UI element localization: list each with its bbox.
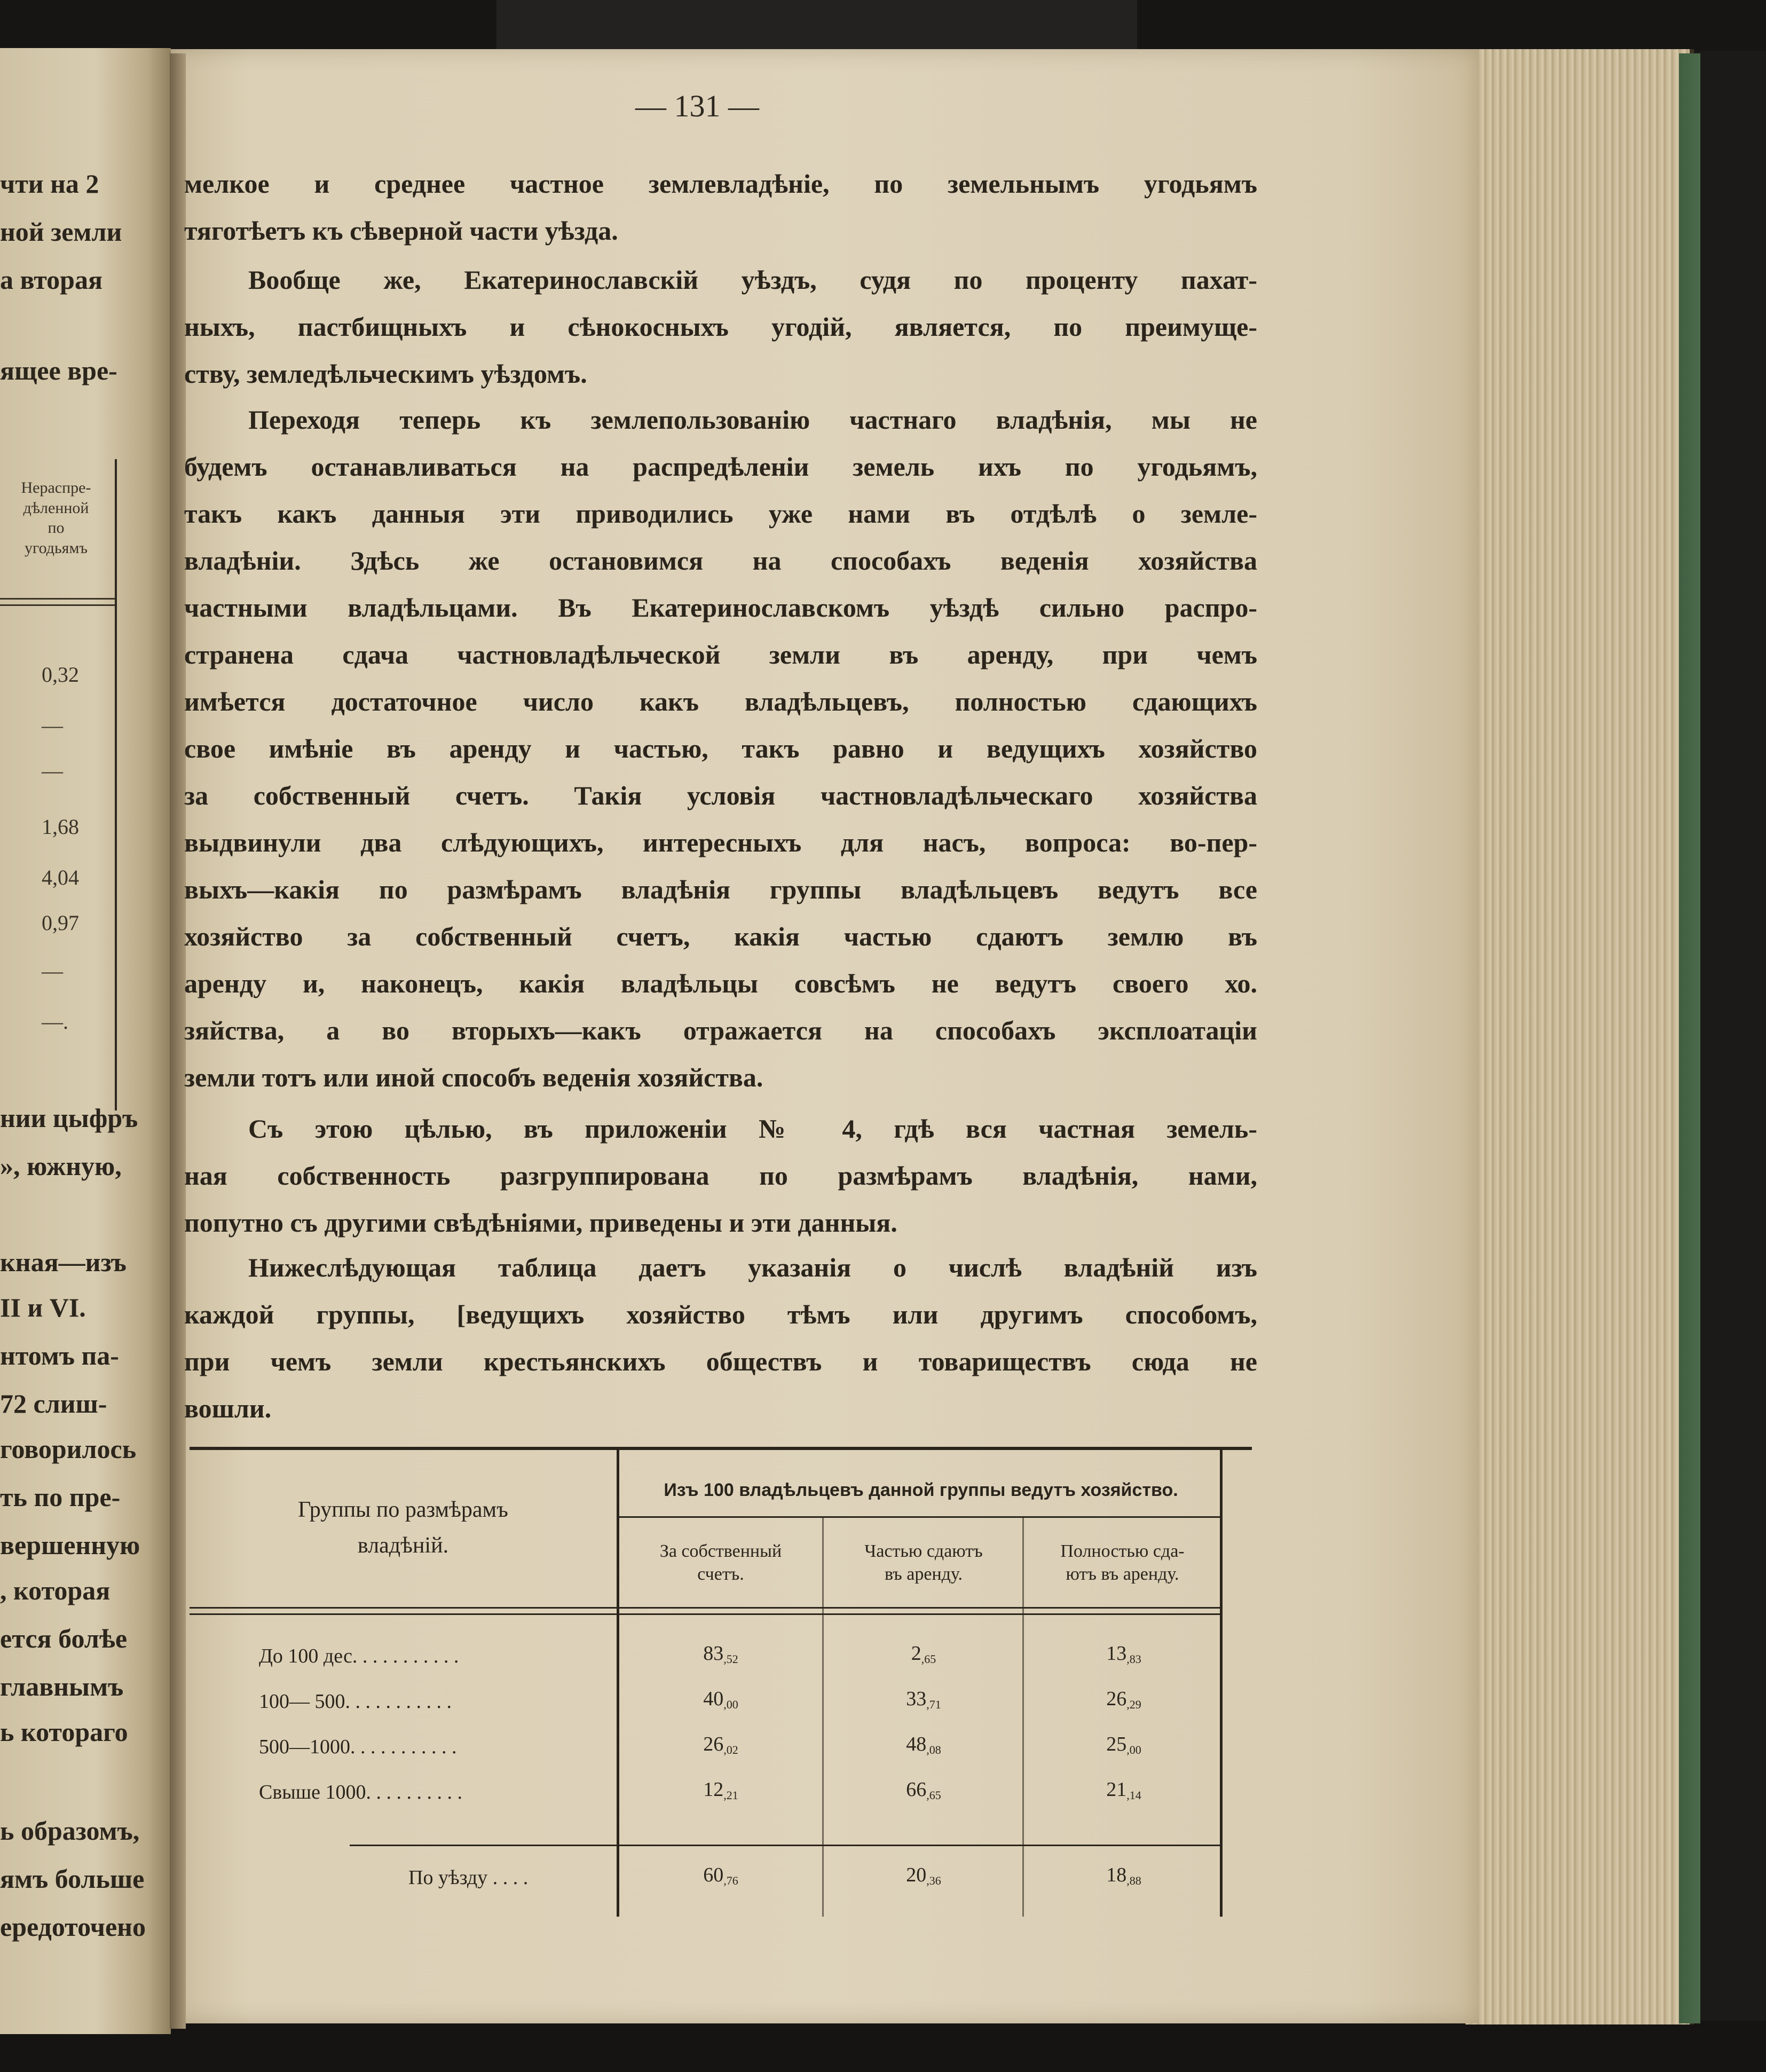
- left-table-value: —: [42, 713, 63, 737]
- table-row-label: 500—1000. . . . . . . . . . .: [259, 1736, 457, 1758]
- table-cell: $21_{,14}$: [1106, 1778, 1141, 1802]
- paragraph: [184, 1244, 1257, 1432]
- ownership-table: [190, 1447, 1252, 1917]
- left-page-line: II и VI.: [0, 1293, 86, 1322]
- table-total-cell: $18_{,88}$: [1106, 1864, 1141, 1887]
- page-number: — 131 —: [635, 89, 759, 123]
- left-page-line: ть по пре-: [0, 1482, 121, 1512]
- text-line: Вообще же, Екатеринославскій уѣздъ, судя по проценту пахат-: [248, 265, 1257, 295]
- text-line: тяготѣетъ къ сѣверной части уѣзда.: [184, 216, 618, 246]
- table-span-header: Изъ 100 владѣльцевъ данной группы ведутъ хозяйство.: [664, 1480, 1178, 1500]
- text-line: земли тотъ или иной способъ веденія хозяйства.: [184, 1062, 763, 1092]
- table-subheader-rule: [619, 1516, 1220, 1518]
- table-vrule: [822, 1516, 824, 1917]
- table-cell: $40_{,00}$: [703, 1688, 738, 1711]
- table-total-cell: $60_{,76}$: [703, 1864, 738, 1887]
- text-line: Нижеслѣдующая таблица даетъ указанія о числѣ владѣній изъ: [248, 1252, 1257, 1282]
- text-line: попутно съ другими свѣдѣніями, приведены и эти данныя.: [184, 1208, 897, 1238]
- table-cell: $2_{,65}$: [911, 1642, 936, 1666]
- table-cell: $48_{,08}$: [906, 1733, 941, 1756]
- text-line: Съ этою цѣлью, въ приложеніи № 4, гдѣ вся частная земель-: [248, 1114, 1257, 1144]
- left-page-line: 72 слиш-: [0, 1389, 107, 1419]
- top-strip: [496, 0, 1137, 51]
- table-cell: $25_{,00}$: [1106, 1733, 1141, 1756]
- table-header-rule: [190, 1607, 1223, 1609]
- paragraph: [184, 256, 1257, 397]
- left-page-line: ямъ больше: [0, 1864, 145, 1894]
- left-table-value: 0,32: [42, 663, 79, 687]
- left-page-line: вершенную: [0, 1530, 140, 1560]
- paragraph: [184, 160, 1257, 254]
- table-vrule: [1022, 1516, 1024, 1917]
- text-line: ству, земледѣльческимъ уѣздомъ.: [184, 359, 587, 389]
- book-cover: [1594, 53, 1700, 2023]
- table-header-rule: [190, 1613, 1223, 1615]
- left-page-line: кная—изъ: [0, 1247, 127, 1277]
- left-page-line: ь образомъ,: [0, 1816, 140, 1846]
- table-cell: $12_{,21}$: [703, 1778, 738, 1802]
- text-line: имѣется достаточное число какъ владѣльцевъ, полностью сдающихъ: [184, 687, 1257, 716]
- left-table-value: 1,68: [42, 815, 79, 839]
- table-total-label: По уѣзду . . . .: [408, 1866, 529, 1889]
- text-line: владѣніи. Здѣсь же остановимся на способахъ веденія хозяйства: [184, 546, 1257, 576]
- text-line: зяйства, а во вторыхъ—какъ отражается на способахъ эксплоатаціи: [184, 1015, 1257, 1045]
- table-group-header: Группы по размѣрамъ владѣній.: [298, 1498, 508, 1558]
- text-line: Переходя теперь къ землепользованію частнаго владѣнія, мы не: [248, 405, 1257, 435]
- text-line: странена сдача частновладѣльческой земли въ аренду, при чемъ: [184, 640, 1257, 669]
- left-table-header: Нераспре- дѣленной по угодьямъ: [21, 479, 91, 557]
- text-line: свое имѣніе въ аренду и частью, такъ равно и ведущихъ хозяйство: [184, 734, 1257, 763]
- left-table-value: 4,04: [42, 865, 79, 889]
- left-page-line: нии цыфръ: [0, 1103, 138, 1133]
- book-gutter: [170, 53, 186, 2029]
- table-cell: $26_{,02}$: [703, 1733, 738, 1756]
- text-line: каждой группы, [ведущихъ хозяйство тѣмъ или другимъ способомъ,: [184, 1299, 1257, 1329]
- table-top-rule: [190, 1447, 1252, 1450]
- left-page-line: ередоточено: [0, 1912, 146, 1942]
- text-line: за собственный счетъ. Такія условія частновладѣльческаго хозяйства: [184, 781, 1257, 810]
- table-column-header: Частью сдаютъ въ аренду.: [864, 1541, 983, 1584]
- text-line: частными владѣльцами. Въ Екатеринославскомъ уѣздѣ сильно распро-: [184, 593, 1257, 623]
- table-total-rule: [350, 1845, 1223, 1846]
- left-page-line: чти на 2: [0, 169, 99, 199]
- left-page: [0, 48, 171, 2034]
- left-page-line: ной земли: [0, 217, 122, 247]
- text-line: будемъ останавливаться на распредѣленіи земель ихъ по угодьямъ,: [184, 452, 1257, 482]
- left-table-value: —: [42, 759, 63, 783]
- text-line: мелкое и среднее частное землевладѣніе, по земельнымъ угодьямъ: [184, 169, 1257, 199]
- table-cell: $83_{,52}$: [703, 1642, 738, 1666]
- table-cell: $33_{,71}$: [906, 1688, 941, 1711]
- left-page-line: нтомъ па-: [0, 1341, 119, 1370]
- left-page-line: , которая: [0, 1575, 111, 1605]
- left-page-line: ь котораго: [0, 1717, 128, 1747]
- left-page-line: », южную,: [0, 1151, 122, 1181]
- left-page-line: ящее вре-: [0, 356, 117, 385]
- left-page-line: главнымъ: [0, 1672, 124, 1701]
- table-column-header: За собственный счетъ.: [659, 1541, 782, 1584]
- paragraph: [184, 396, 1257, 1101]
- text-line: хозяйство за собственный счетъ, какія частью сдаютъ землю въ: [184, 921, 1257, 951]
- text-line: выхъ—какія по размѣрамъ владѣнія группы владѣльцевъ ведутъ все: [184, 875, 1257, 904]
- table-total-cell: $20_{,36}$: [906, 1864, 941, 1887]
- table-cell: $26_{,29}$: [1106, 1688, 1141, 1711]
- table-row-label: 100— 500. . . . . . . . . . .: [259, 1690, 452, 1713]
- text-line: выдвинули два слѣдующихъ, интересныхъ для насъ, вопроса: во-пер-: [184, 828, 1257, 857]
- table-cell: $66_{,65}$: [906, 1778, 941, 1802]
- table-column-header: Полностью сда- ютъ въ аренду.: [1060, 1541, 1185, 1584]
- table-cell: $13_{,83}$: [1106, 1642, 1141, 1666]
- text-line: такъ какъ данныя эти приводились уже нами въ отдѣлѣ о земле-: [184, 499, 1257, 529]
- left-table-value: 0,97: [42, 911, 79, 935]
- text-line: аренду и, наконецъ, какія владѣльцы совсѣмъ не ведутъ своего хо.: [184, 968, 1257, 998]
- text-line: ныхъ, пастбищныхъ и сѣнокосныхъ угодій, является, по преимуще-: [184, 312, 1257, 342]
- left-table-value: —.: [42, 1010, 68, 1034]
- left-table-value: —: [42, 959, 63, 983]
- table-vrule: [1220, 1447, 1223, 1917]
- left-table-vrule: [115, 459, 117, 1110]
- left-page-line: ется болѣе: [0, 1624, 128, 1653]
- left-table-rule: [0, 604, 115, 606]
- text-line: ная собственность разгруппирована по размѣрамъ владѣнія, нами,: [184, 1161, 1257, 1191]
- text-line: при чемъ земли крестьянскихъ обществъ и товариществъ сюда не: [184, 1346, 1257, 1376]
- table-row-label: До 100 дес. . . . . . . . . . .: [259, 1645, 459, 1667]
- table-row-label: Свыше 1000. . . . . . . . . .: [259, 1781, 462, 1803]
- bottom-background: [0, 2021, 1766, 2072]
- left-page-line: говорилось: [0, 1434, 137, 1464]
- paragraph: [184, 1105, 1257, 1246]
- text-line: вошли.: [184, 1393, 272, 1423]
- left-page-line: а вторая: [0, 265, 103, 295]
- left-table-rule: [0, 598, 115, 600]
